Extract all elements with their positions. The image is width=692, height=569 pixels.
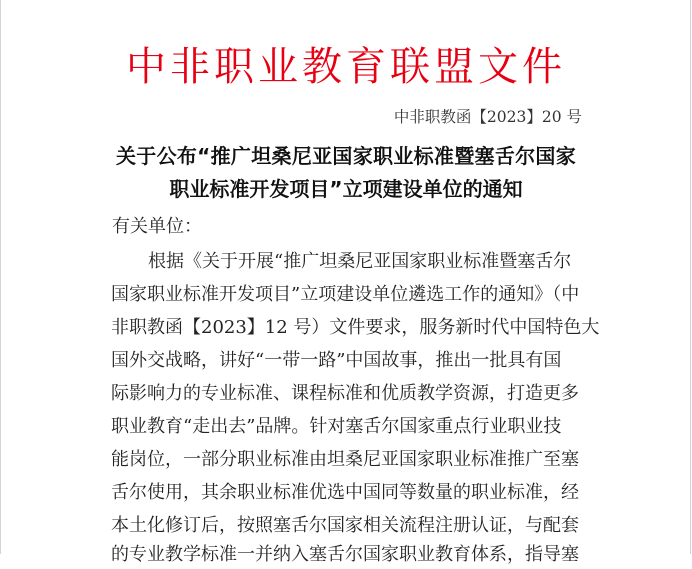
body-line-3: 非职教函【2023】12 号）文件要求，服务新时代中国特色大 xyxy=(111,317,600,338)
document-number: 中非职教函【2023】20 号 xyxy=(393,108,582,126)
body-line-7: 能岗位，一部分职业标准由坦桑尼亚国家职业标准推广至塞 xyxy=(111,449,579,470)
body-line-8: 舌尔使用，其余职业标准优选中国同等数量的职业标准，经 xyxy=(111,482,579,503)
body-line-6: 职业教育“走出去”品牌。针对塞舌尔国家重点行业职业技 xyxy=(111,416,562,437)
body-line-2: 国家职业标准开发项目”立项建设单位遴选工作的通知》（中 xyxy=(111,284,580,305)
body-line-1: 根据《关于开展“推广坦桑尼亚国家职业标准暨塞舌尔 xyxy=(148,251,572,272)
body-line-5: 际影响力的专业标准、课程标准和优质教学资源，打造更多 xyxy=(111,383,579,404)
body-line-10: 的专业教学标准一并纳入塞舌尔国家职业教育体系，指导塞 xyxy=(111,544,579,565)
body-line-4: 国外交战略，讲好“一带一路”中国故事，推出一批具有国 xyxy=(111,350,562,371)
body-line-9: 本土化修订后，按照塞舌尔国家相关流程注册认证，与配套 xyxy=(111,515,579,536)
document-banner: 中非职业教育联盟文件 xyxy=(126,44,566,90)
salutation: 有关单位： xyxy=(112,216,202,237)
document-title-line-1: 关于公布“推广坦桑尼亚国家职业标准暨塞舌尔国家 xyxy=(115,144,577,168)
document-title-line-2: 职业标准开发项目”立项建设单位的通知 xyxy=(169,177,523,201)
